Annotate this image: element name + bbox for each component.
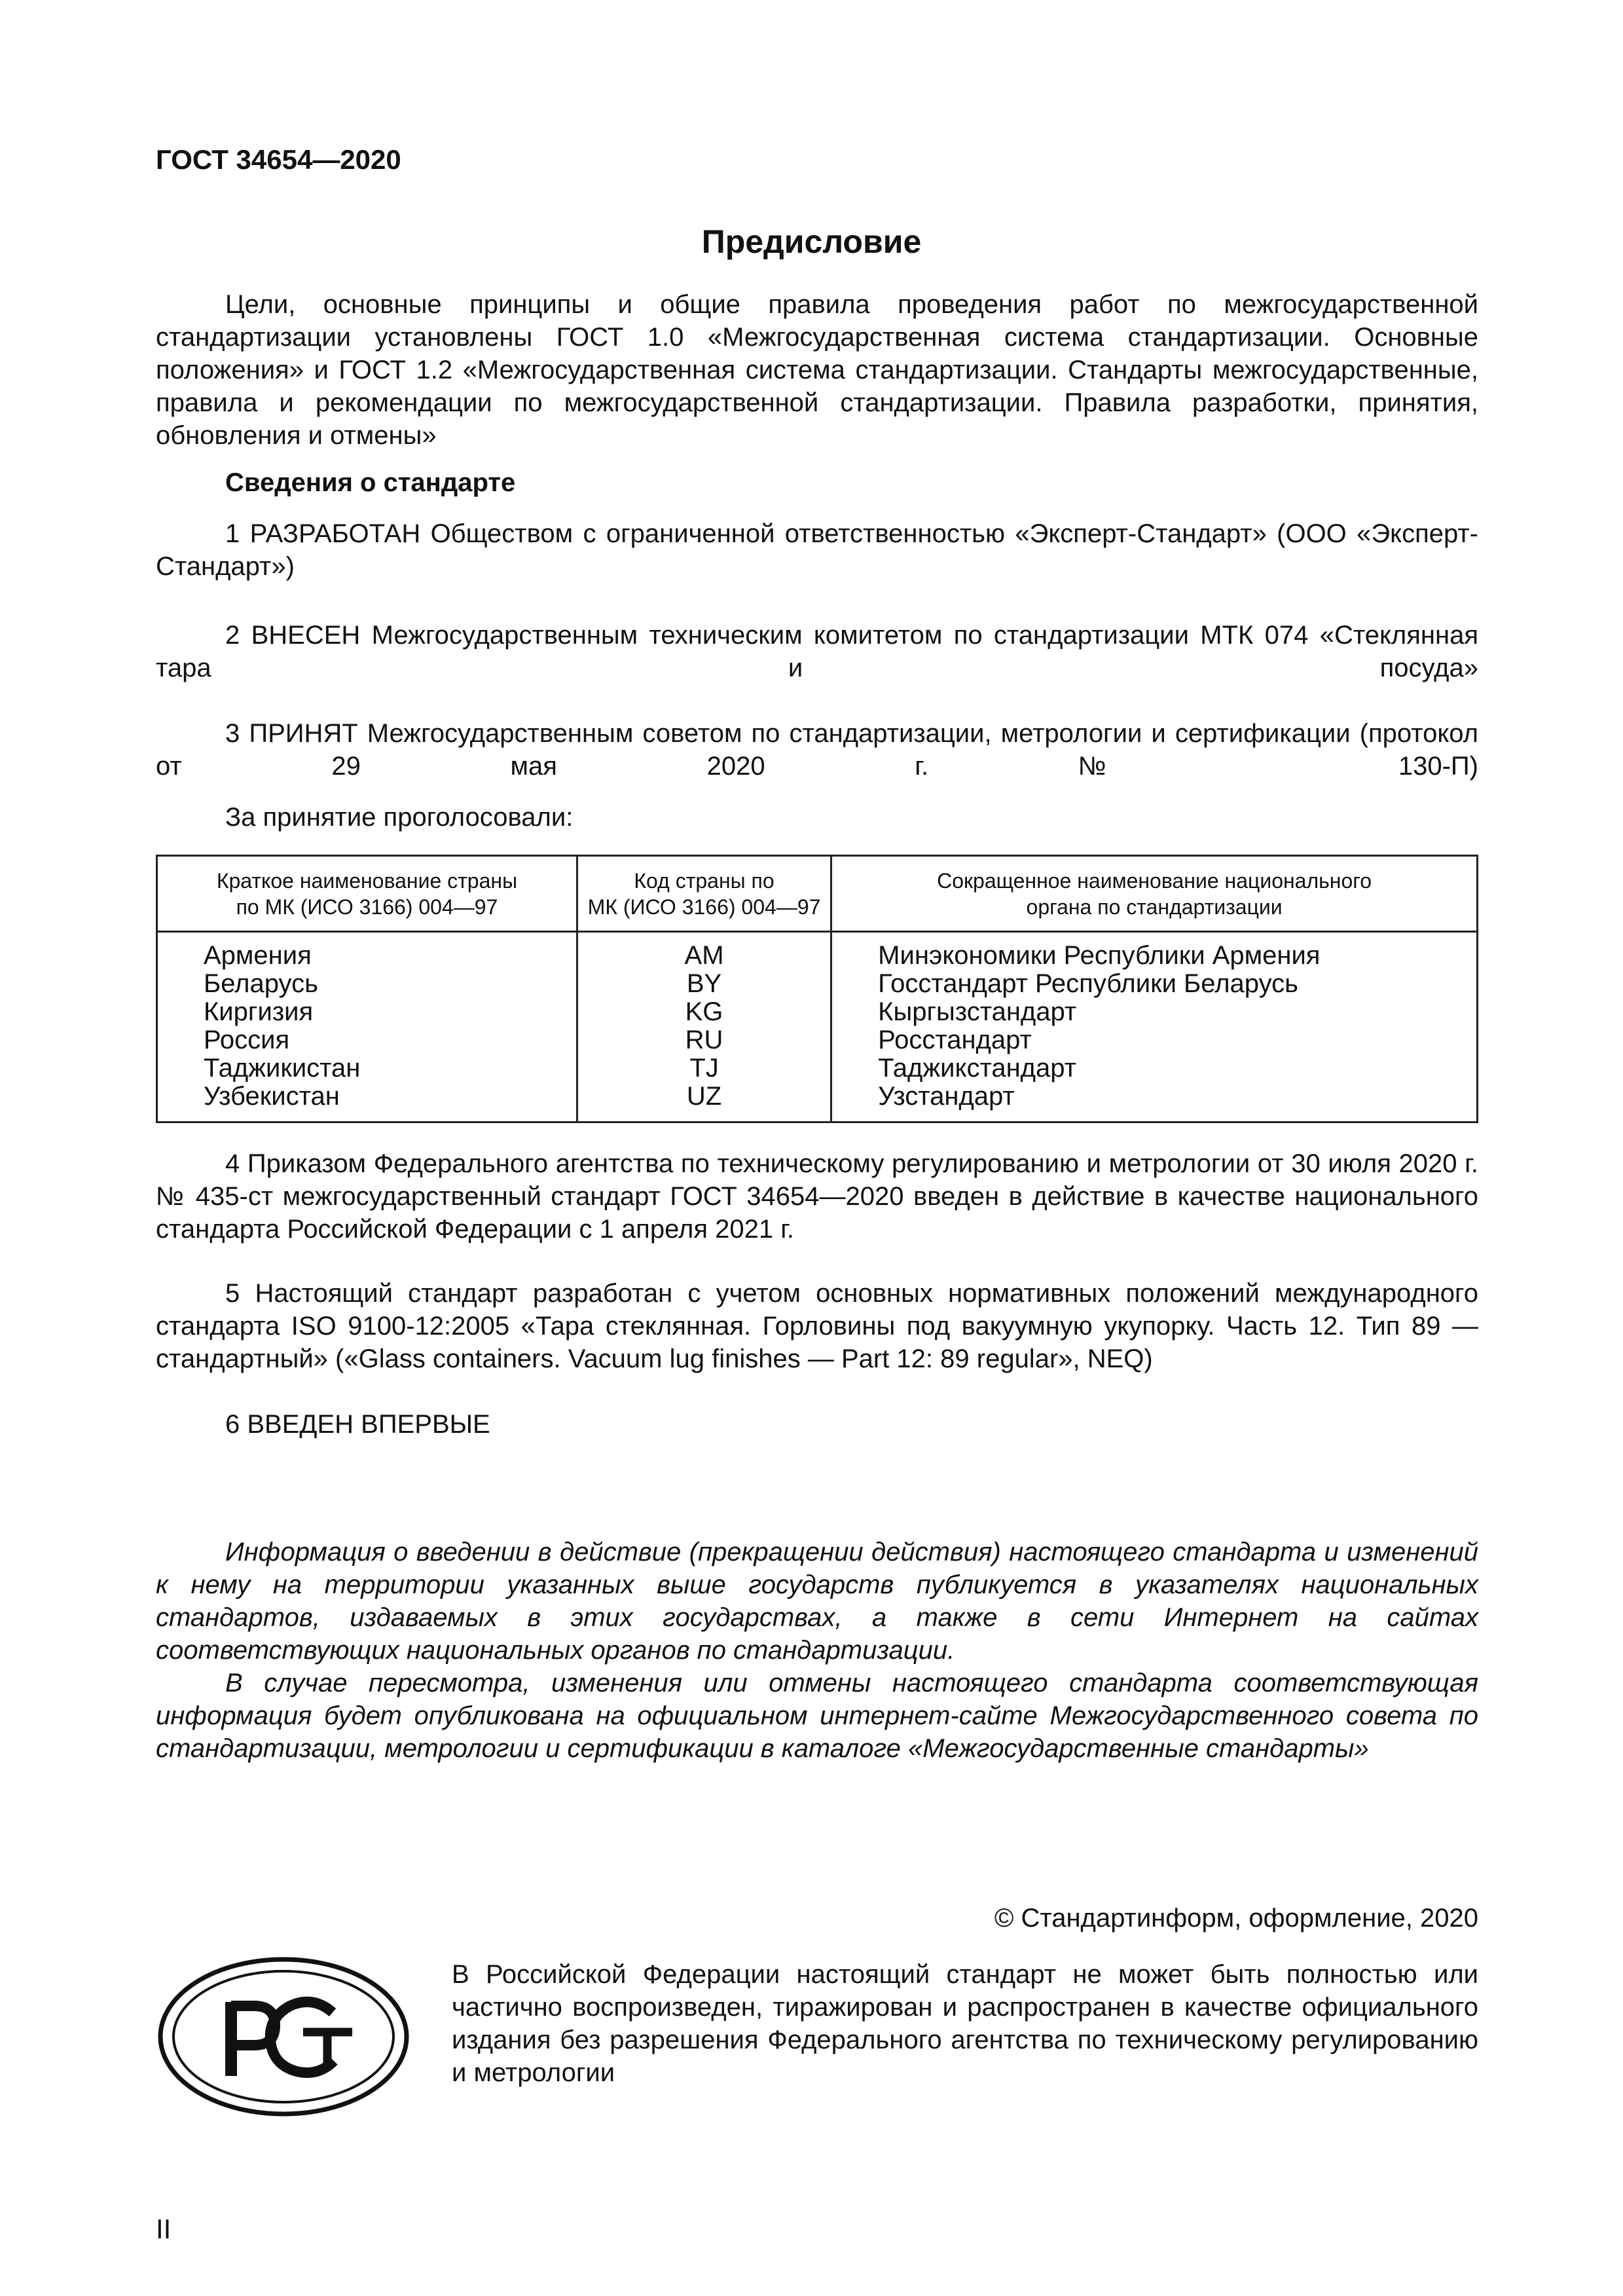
rst-logo [156,1955,411,2122]
item-submitted: 2 ВНЕСЕН Межгосударственным техническим комитетом по стандартизации МТК 074 «Стеклянная тара и посуда» [156,621,1478,682]
table-cell-body: Госстандарт Республики Беларусь [878,969,1298,998]
header-body-line2: органа по стандартизации [1026,895,1283,919]
restriction-notice: В Российской Федерации настоящий стандарт не может быть полностью или частично воспроизведен, тиражирован и распространен в качестве официального издания без разрешения Федерального агентства по техническому регулированию и метрологии [452,1960,1478,2087]
item-developed: 1 РАЗРАБОТАН Обществом с ограниченной ответственностью «Эксперт-Стандарт» (ООО «Эксперт-Стандарт») [156,519,1478,581]
table-cell-country: Армения [204,941,312,970]
page-number: II [156,2213,172,2244]
header-code-line2: МК (ИСО 3166) 004—97 [587,895,821,919]
header-code-line1: Код страны по [634,868,775,893]
header-body [831,856,1478,932]
table-cell-code: AM [684,941,724,970]
country-column [157,932,577,1122]
table-cell-body: Таджикстандарт [878,1054,1076,1083]
vote-label: За принятие проголосовали: [225,803,574,832]
table-cell-body: Росстандарт [878,1026,1032,1054]
page-title: Предисловие [701,223,922,260]
body-column [831,932,1478,1122]
table-cell-country: Россия [204,1026,290,1054]
item-adopted: 3 ПРИНЯТ Межгосударственным советом по стандартизации, метрологии и сертификации (протокол от 29 мая 2020 г. № 130-П) [156,719,1478,781]
table-cell-country: Беларусь [204,969,318,998]
header-country-line2: по МК (ИСО 3166) 004—97 [236,895,498,919]
table-cell-country: Киргизия [204,997,314,1026]
table-cell-code: BY [686,969,722,998]
notice-paragraph-1: Информация о введении в действие (прекращении действия) настоящего стандарта и изменений к нему на территории указанных выше государств публикуется в указателях национальных стандартов, издаваемых в этих государствах, а также в сети Интернет на сайтах соответствующих национальных органов по стандартизации. [156,1538,1478,1665]
item-first-introduced: 6 ВВЕДЕН ВПЕРВЫЕ [225,1410,490,1439]
header-code [577,856,831,932]
table-cell-body: Кыргызстандарт [878,997,1077,1026]
table-cell-body: Узстандарт [878,1082,1015,1111]
table-cell-code: RU [685,1026,723,1054]
rst-logo-icon [156,1955,411,2119]
table-cell-code: TJ [689,1054,719,1083]
copyright: © Стандартинформ, оформление, 2020 [994,1904,1478,1933]
code-column [577,932,831,1122]
header-country [157,856,577,932]
subheading: Сведения о стандарте [225,468,516,497]
rst-logo-text: РСТ [282,2111,285,2113]
header-body-line1: Сокращенное наименование национального [937,868,1372,893]
document-id: ГОСТ 34654—2020 [156,144,401,175]
table-cell-code: KG [685,997,723,1026]
table-cell-country: Таджикистан [204,1054,361,1083]
item-basis: 5 Настоящий стандарт разработан с учетом основных нормативных положений международного стандарта ISO 9100-12:2005 «Тара стеклянная. Горловины под вакуумную укупорку. Часть 12. Тип 89 — стандартный» («Glass containers. Vacuum lug finishes — Part 12: 89 regular», NEQ) [156,1279,1478,1373]
table-cell-body: Минэкономики Республики Армения [878,941,1321,970]
item-enacted: 4 Приказом Федерального агентства по техническому регулированию и метрологии от 30 июля 2020 г. № 435-ст межгосударственный стандарт ГОСТ 34654—2020 введен в действие в качестве национального стандарта Российской Федерации с 1 апреля 2021 г. [156,1149,1478,1244]
table-cell-country: Узбекистан [204,1082,340,1111]
table-cell-code: UZ [686,1082,722,1111]
notice-paragraph-2: В случае пересмотра, изменения или отмены настоящего стандарта соответствующая информация будет опубликована на официальном интернет-сайте Межгосударственного совета по стандартизации, метрологии и сертификации в каталоге «Межгосударственные стандарты» [156,1669,1478,1763]
voting-table [156,855,1478,1123]
header-country-line1: Краткое наименование страны [216,868,518,893]
intro-paragraph: Цели, основные принципы и общие правила проведения работ по межгосударственной стандартизации установлены ГОСТ 1.0 «Межгосударственная система стандартизации. Основные положения» и ГОСТ 1.2 «Межгосударственная система стандартизации. Стандарты межгосударственные, правила и рекомендации по межгосударственной стандартизации. Правила разработки, принятия, обновления и отмены» [156,290,1478,450]
